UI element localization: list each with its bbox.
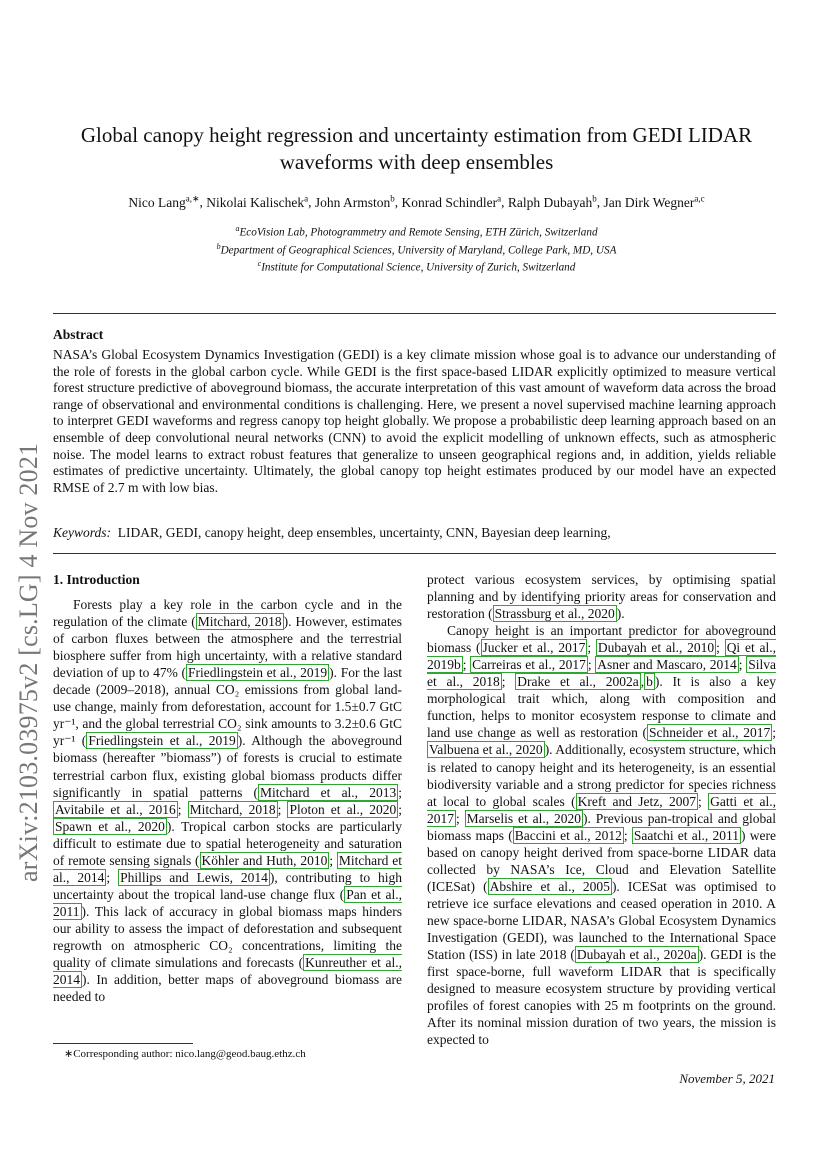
keywords-line bbox=[53, 525, 776, 541]
keywords-label: Keywords: bbox=[53, 525, 111, 540]
citation-link[interactable]: b bbox=[646, 674, 653, 690]
citation-link[interactable]: Mitchard, 2018 bbox=[189, 801, 276, 817]
intro-paragraph-2: Canopy height is an important predictor for aboveground biomass ( Jucker et al., 2017 ; Dubayah et al., 2010 ; Qi et al., 2019b ; Carreiras et al., 2017 ; Asner and Mascaro, 2014 ; Silva et al., 2018 ; Drake et al., 2002a , b ). It is also a key morphological trait which, along with composition and function, helps to monitor ecosystem response to climate and land use change as well as restoration ( Schneider et al., 2017 ; Valbuena et al., 2020 ). Additionally, ecosystem structure, which is related to canopy height and its heterogeneity, is an essential biodiversity variable and a strong predictor for species richness at local to global scales ( Kreft and Jetz, 2007 ; Gatti et al., 2017 ; Marselis et al., 2020 ). Previous pan-tropical and global biomass maps ( Baccini et al., 2012 ; Saatchi et al., 2011 ) were based on canopy height derived from space-borne LIDAR data collected by NASA’s Ice, Cloud and Elevation Satellite (ICESat) ( Abshire et al., 2005 ). ICESat was optimised to retrieve ice surface elevations and ceased operation in 2010. A new space-borne LIDAR, NASA’s Global Ecosystem Dynamics Investigation (GEDI), was launched to the International Space Station (ISS) in late 2018 ( Dubayah et al., 2020a ). GEDI is the first space-borne, full waveform LIDAR that is specifically designed to measure ecosystem structure by providing vertical profiles of forest canopies with 25 m footprints on the ground. After its nominal mission duration of two years, the mission is expected to bbox=[427, 623, 777, 1048]
keywords-text: LIDAR, GEDI, canopy height, deep ensembles, uncertainty, CNN, Bayesian deep learning, bbox=[117, 525, 611, 540]
citation-link[interactable]: Spawn et al., 2020 bbox=[55, 818, 165, 834]
author-affiliation-mark: a,∗ bbox=[185, 193, 200, 203]
affiliation: $^a$EcoVision Lab, Photogrammetry and Remote Sensing, ETH Zürich, Switzerland bbox=[235, 224, 598, 239]
citation-link[interactable]: Mitchard et al., 2014 bbox=[53, 852, 402, 885]
affiliation: $^c$Institute for Computational Science, University of Zurich, Switzerland bbox=[257, 259, 576, 275]
citation-link[interactable]: Mitchard et al., 2013 bbox=[260, 784, 397, 800]
citation-link[interactable]: Carreiras et al., 2017 bbox=[472, 657, 586, 673]
affiliation-list bbox=[55, 222, 778, 275]
citation-link[interactable]: Köhler and Huth, 2010 bbox=[201, 852, 328, 868]
footnote-rule bbox=[53, 1043, 193, 1044]
citation-link[interactable]: Friedlingstein et al., 2019 bbox=[88, 733, 236, 749]
author: Nikolai Kalischek$^a$ bbox=[206, 193, 309, 210]
affiliation: $^b$Department of Geographical Sciences, University of Maryland, College Park, MD, USA bbox=[216, 241, 617, 257]
citation-link[interactable]: Kreft and Jetz, 2007 bbox=[577, 793, 696, 809]
citation-link[interactable]: Abshire et al., 2005 bbox=[489, 878, 610, 894]
citation-link[interactable]: Silva et al., 2018 bbox=[427, 657, 776, 690]
intro-paragraph-1-continued: protect various ecosystem services, by optimising spatial planning and by identifying priority areas for conservation and restoration ( Strassburg et al., 2020 ). bbox=[427, 572, 776, 622]
citation-link[interactable]: Strassburg et al., 2020 bbox=[494, 606, 615, 622]
citation-link[interactable]: Friedlingstein et al., 2019 bbox=[187, 665, 328, 681]
paper-title: Global canopy height regression and uncertainty estimation from GEDI LIDAR waveforms with deep ensembles bbox=[80, 123, 753, 174]
abstract-heading: Abstract bbox=[53, 327, 104, 342]
abstract-top-rule bbox=[53, 313, 776, 314]
affiliation-mark: c bbox=[257, 259, 262, 269]
affiliation-mark: a bbox=[235, 224, 240, 233]
section-heading: 1. Introduction bbox=[53, 572, 140, 587]
abstract-text: NASA’s Global Ecosystem Dynamics Investigation (GEDI) is a key climate mission whose goal is to advance our understanding of the role of forests in the global carbon cycle. While GEDI is the first space-based LIDAR explicitly optimized to measure vertical forest structure predictive of aboveground biomass, the accurate interpretation of this vast amount of waveform data across the broad range of observational and environmental conditions is challenging. Here, we present a novel supervised machine learning approach to interpret GEDI waveforms and regress canopy top height globally. We propose a probabilistic deep learning approach based on an ensemble of deep convolutional neural networks (CNN) to avoid the explicit modelling of unknown effects, such as atmospheric noise. The model learns to extract robust features that generalize to unseen geographical regions and, in addition, yields reliable estimates of predictive uncertainty. Ultimately, the global canopy top height estimates produced by our model have an expected RMSE of 2.7 m with low bias. bbox=[53, 347, 776, 495]
left-column bbox=[53, 571, 402, 1005]
citation-link[interactable]: Gatti et al., 2017 bbox=[427, 793, 776, 826]
author: Konrad Schindler$^a$ bbox=[401, 193, 502, 210]
author-affiliation-mark: b bbox=[390, 193, 395, 203]
citation-link[interactable]: Qi et al., 2019b bbox=[427, 640, 776, 673]
citation-link[interactable]: Kunreuther et al., 2014 bbox=[53, 955, 402, 988]
right-column bbox=[427, 571, 776, 1048]
citation-link[interactable]: Saatchi et al., 2011 bbox=[633, 827, 740, 843]
arxiv-stamp-text: arXiv:2103.03975v2 [cs.LG] 4 Nov 2021 bbox=[14, 442, 43, 882]
citation-link[interactable]: Jucker et al., 2017 bbox=[482, 640, 586, 656]
citation-link[interactable]: Asner and Mascaro, 2014 bbox=[597, 657, 737, 673]
citation-link[interactable]: Dubayah et al., 2020a bbox=[576, 947, 697, 963]
intro-paragraph-1: Forests play a key role in the carbon cycle and in the regulation of the climate ( Mitchard, 2018 ). However, estimates of carbon fluxes between the atmosphere and the terrestrial biosphere suffer from high uncertainty, with a relative standard deviation of up to 47% ( Friedlingstein et al., 2019 ). For the last decade (2009–2018), annual CO₂ emissions from global land-use change, mainly from deforestation, account for 1.5±0.7 GtC yr⁻¹, and the global terrestrial CO₂ sink amounts to 3.2±0.6 GtC yr⁻¹ ( Friedlingstein et al., 2019 ). Although the aboveground biomass (hereafter ”biomass”) of forests is crucial to estimate terrestrial carbon flux, existing global biomass products differ significantly in spatial patterns ( Mitchard et al., 2013 ; Avitabile et al., 2016 ; Mitchard, 2018 ; Ploton et al., 2020 ; Spawn et al., 2020 ). Tropical carbon stocks are particularly difficult to estimate due to spatial heterogeneity and saturation of remote sensing signals ( Köhler and Huth, 2010 ; Mitchard et al., 2014 ; Phillips and Lewis, 2014 ), contributing to high uncertainty about the tropical land-use change flux ( Pan et al., 2011 ). This lack of accuracy in global biomass maps hinders our ability to assess the impact of deforestation and subsequent regrowth on atmospheric CO₂ concentrations, limiting the quality of climate simulations and forecasts ( Kunreuther et al., 2014 ). In addition, better maps of aboveground biomass are needed to bbox=[53, 597, 402, 1005]
citation-link[interactable]: Schneider et al., 2017 bbox=[649, 725, 771, 741]
citation-link[interactable]: Valbuena et al., 2020 bbox=[429, 742, 543, 758]
citation-link[interactable]: Ploton et al., 2020 bbox=[289, 801, 397, 817]
citation-link[interactable]: Phillips and Lewis, 2014 bbox=[120, 869, 268, 885]
author-affiliation-mark: b bbox=[592, 193, 597, 203]
author-list: Nico Lang$^{a,∗}$, Nikolai Kalischek$^a$, John Armston$^b$, Konrad Schindler$^a$, Ralph Dubayah$^b$, Jan Dirk Wegner$^{a,c}$ bbox=[128, 193, 705, 210]
citation-link[interactable]: Drake et al., 2002a bbox=[517, 674, 639, 690]
affiliation-mark: b bbox=[216, 241, 221, 251]
author-affiliation-mark: a,c bbox=[694, 193, 705, 203]
abstract-bottom-rule bbox=[53, 553, 776, 554]
author-affiliation-mark: a bbox=[497, 193, 502, 203]
citation-link[interactable]: Dubayah et al., 2010 bbox=[597, 640, 715, 656]
citation-link[interactable]: Marselis et al., 2020 bbox=[466, 810, 581, 826]
citation-link[interactable]: Mitchard, 2018 bbox=[197, 614, 282, 630]
corresponding-author-footnote: ∗Corresponding author: nico.lang@geod.baug.ethz.ch bbox=[64, 1048, 306, 1060]
citation-link[interactable]: Pan et al., 2011 bbox=[53, 886, 402, 919]
author-affiliation-mark: a bbox=[304, 193, 309, 203]
author: Nico Lang$^{a,∗}$ bbox=[128, 193, 200, 210]
author: Jan Dirk Wegner$^{a,c}$ bbox=[603, 193, 705, 210]
citation-link[interactable]: Avitabile et al., 2016 bbox=[55, 801, 176, 817]
author: John Armston$^b$ bbox=[314, 193, 395, 210]
citation-link[interactable]: Baccini et al., 2012 bbox=[514, 827, 622, 843]
author: Ralph Dubayah$^b$ bbox=[507, 193, 597, 210]
preprint-date: November 5, 2021 bbox=[679, 1071, 775, 1086]
